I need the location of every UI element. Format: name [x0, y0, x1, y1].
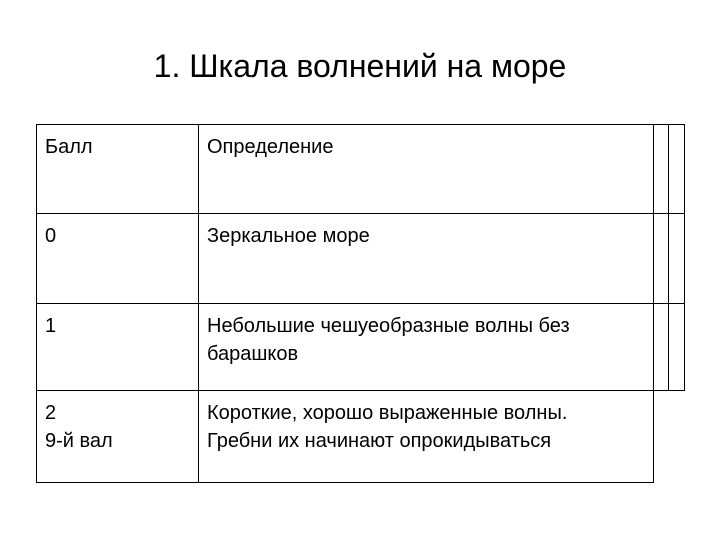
ball-cell [37, 214, 199, 304]
definition-text: Гребни их начинают опрокидываться [207, 430, 552, 452]
table-header-row [37, 125, 685, 214]
header-definition-label: Определение [207, 136, 334, 158]
definition-text: Короткие, хорошо выраженные волны. [207, 402, 568, 424]
slide-title: 1. Шкала волнений на море [153, 48, 567, 84]
empty-column-cell [669, 125, 685, 214]
ball-value: 0 [45, 225, 57, 247]
ball-cell [37, 304, 199, 391]
sea-state-table-container [36, 124, 684, 482]
definition-cell [199, 214, 654, 304]
empty-column-cell [669, 391, 685, 483]
table-row [37, 304, 685, 391]
empty-column-cell [654, 125, 669, 214]
ball-value: 1 [45, 315, 57, 337]
table-row [37, 391, 685, 483]
ball-cell [37, 391, 199, 483]
empty-column-cell [669, 304, 685, 391]
empty-column-cell [654, 391, 669, 483]
empty-column-cell [654, 304, 669, 391]
sea-state-table [36, 124, 685, 483]
empty-column-cell [669, 214, 685, 304]
definition-text: барашков [207, 343, 299, 365]
ball-value: 9-й вал [45, 430, 113, 452]
ball-value: 2 [45, 402, 57, 424]
definition-text: Зеркальное море [207, 225, 370, 247]
definition-text: Небольшие чешуеобразные волны без [207, 315, 570, 337]
table-row [37, 214, 685, 304]
definition-cell [199, 304, 654, 391]
header-ball-label: Балл [45, 136, 93, 158]
header-definition [199, 125, 654, 214]
header-ball [37, 125, 199, 214]
definition-cell [199, 391, 654, 483]
empty-column-cell [654, 214, 669, 304]
